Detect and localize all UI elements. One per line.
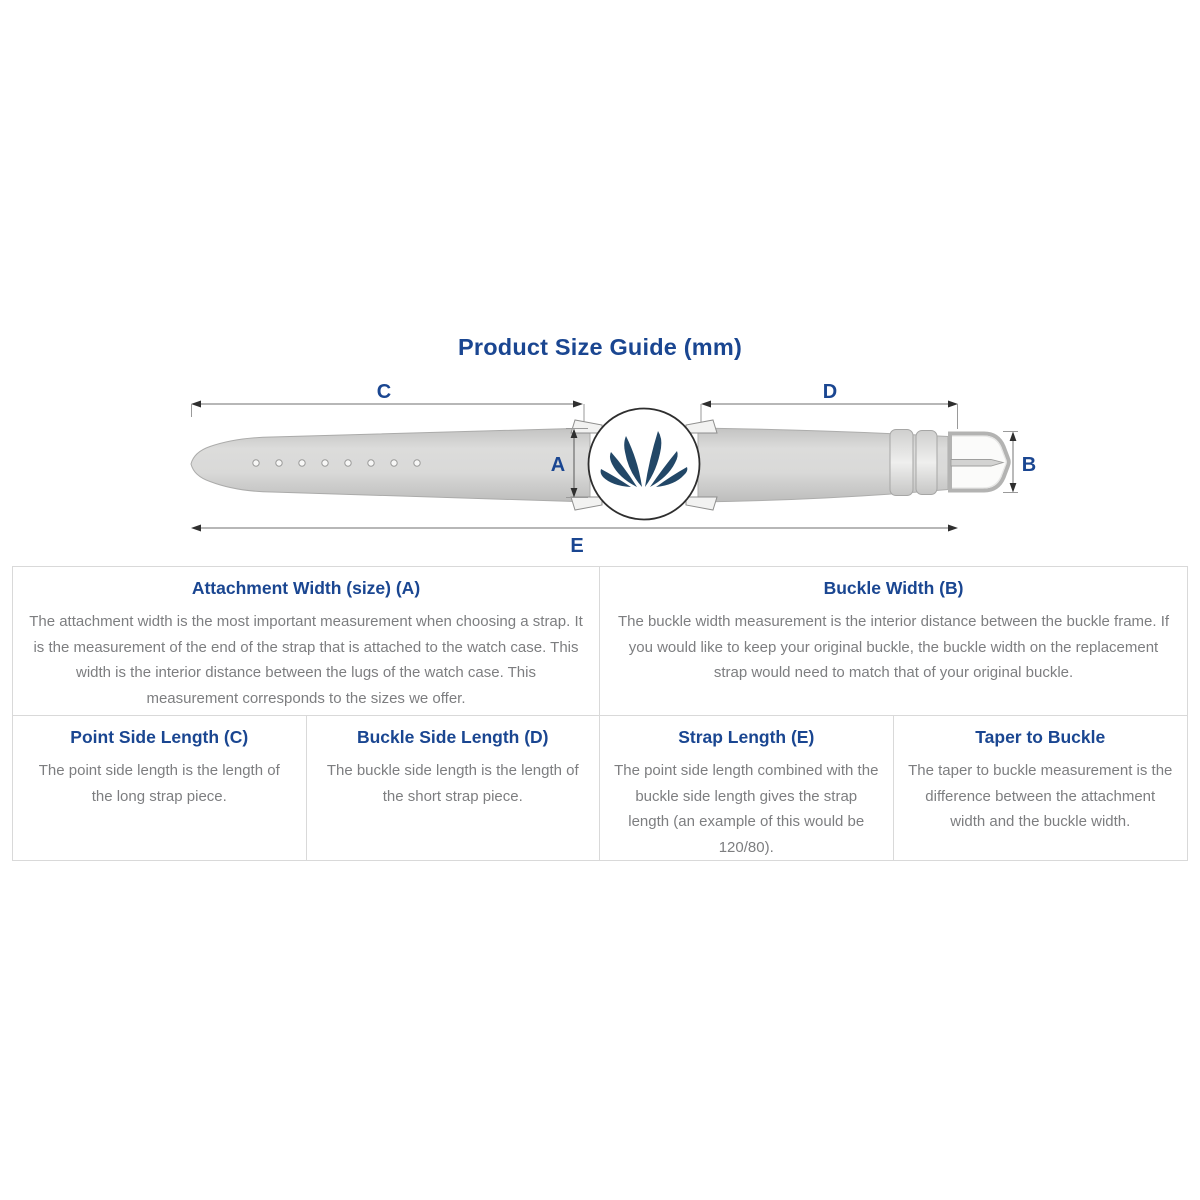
strap-keeper-loop bbox=[916, 431, 937, 495]
dimension-a-label: A bbox=[550, 454, 566, 476]
cell-point-side-length-body: The point side length is the length of the long strap piece. bbox=[38, 762, 280, 805]
cell-taper-to-buckle-header: Taper to Buckle bbox=[975, 727, 1106, 747]
cell-buckle-width-body: The buckle width measurement is the interior distance between the buckle frame. If you would like to keep your original buckle, the buckle width on the replacement strap would need to match that of your original buckle. bbox=[617, 613, 1170, 681]
strap-keeper-loop bbox=[890, 430, 913, 496]
cell-buckle-width bbox=[600, 567, 1187, 715]
cell-taper-to-buckle-body: The taper to buckle measurement is the difference between the attachment width and the buckle width. bbox=[908, 762, 1173, 830]
dimension-b-label: B bbox=[1021, 454, 1037, 476]
cell-attachment-width-body: The attachment width is the most important measurement when choosing a strap. It is the measurement of the end of the strap that is attached to the watch case. This width is the interior distance between the lugs of the watch case. This measurement corresponds to the sizes we offer. bbox=[29, 613, 583, 707]
dimension-d-label: D bbox=[822, 381, 838, 403]
cell-attachment-width bbox=[13, 567, 600, 715]
cell-strap-length-body: The point side length combined with the buckle side length gives the strap length (an example of this would be 120/80). bbox=[614, 762, 879, 856]
watch-strap-diagram bbox=[0, 372, 1200, 564]
cell-attachment-width-header: Attachment Width (size) (A) bbox=[191, 578, 421, 598]
size-guide-table bbox=[12, 566, 1188, 861]
cell-buckle-side-length-body: The buckle side length is the length of the short strap piece. bbox=[326, 762, 579, 805]
page-title: Product Size Guide (mm) bbox=[457, 334, 743, 360]
dimension-c-label: C bbox=[376, 381, 392, 403]
dimension-e-arrow bbox=[191, 525, 958, 532]
cell-buckle-side-length bbox=[307, 716, 601, 860]
dimension-e-label: E bbox=[570, 535, 584, 557]
cell-strap-length-header: Strap Length (E) bbox=[678, 727, 815, 747]
buckle-tang bbox=[951, 460, 1003, 467]
size-guide-table-row-1 bbox=[13, 567, 1187, 716]
strap-long-piece bbox=[191, 428, 590, 502]
cell-point-side-length-header: Point Side Length (C) bbox=[70, 727, 249, 747]
cell-buckle-width-header: Buckle Width (B) bbox=[823, 578, 964, 598]
watch-case bbox=[589, 409, 700, 520]
dimension-c-arrow bbox=[191, 401, 584, 428]
cell-point-side-length bbox=[13, 716, 307, 860]
cell-strap-length bbox=[600, 716, 894, 860]
cell-buckle-side-length-header: Buckle Side Length (D) bbox=[356, 727, 549, 747]
cell-taper-to-buckle bbox=[894, 716, 1188, 860]
size-guide-table-row-2 bbox=[13, 716, 1187, 860]
dimension-d-arrow bbox=[701, 401, 958, 430]
